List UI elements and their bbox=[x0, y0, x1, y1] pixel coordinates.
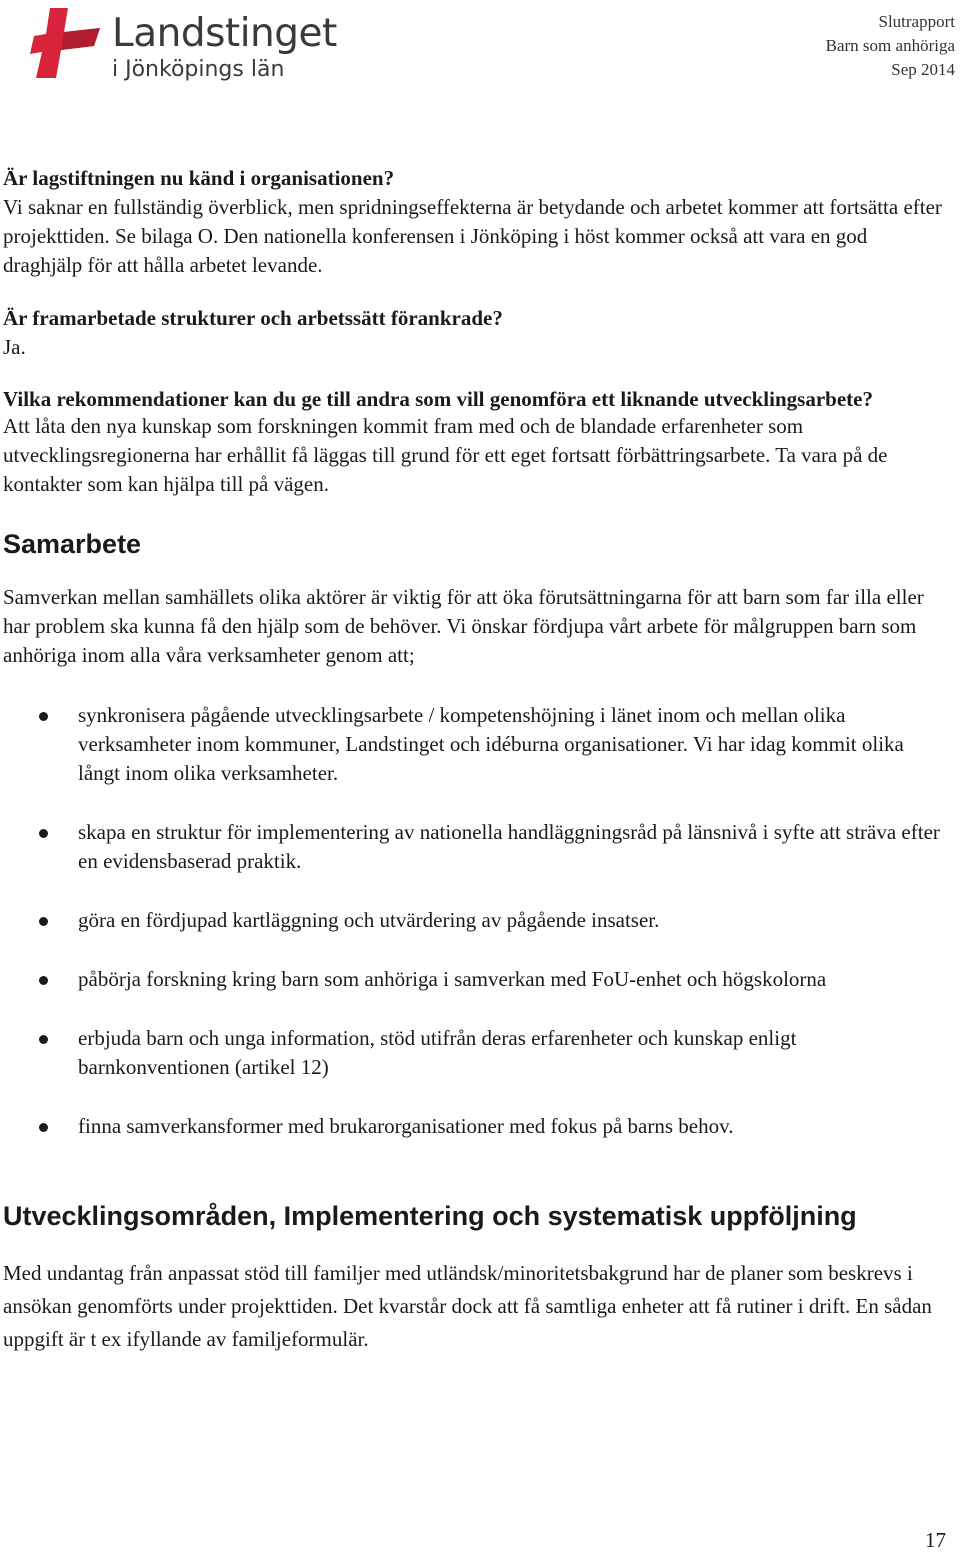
qa-item bbox=[3, 304, 948, 362]
qa-item bbox=[3, 386, 948, 499]
logo-cross-icon bbox=[28, 6, 108, 80]
header-project: Barn som anhöriga bbox=[825, 36, 955, 55]
qa-answer: Att låta den nya kunskap som forskningen kommit fram med och de blandade erfarenheter som utvecklingsregionerna har erhållit få läggas till grund för ett eget fortsatt förbättringsarbete. Ta vara på de kontakter som kan hjälpa till på vägen. bbox=[3, 414, 888, 496]
header-date: Sep 2014 bbox=[891, 60, 955, 79]
list-item: påbörja forskning kring barn som anhöriga i samverkan med FoU-enhet och högskolorna bbox=[3, 965, 948, 994]
bullet-icon bbox=[39, 829, 48, 838]
list-item: göra en fördjupad kartläggning och utvärdering av pågående insatser. bbox=[3, 906, 948, 935]
list-item: synkronisera pågående utvecklingsarbete / kompetenshöjning i länet inom och mellan olika verksamheter inom kommuner, Landstinget och idéburna organisationer. Vi har idag kommit olika långt inom olika verksamheter. bbox=[3, 701, 948, 788]
logo-subtitle: i Jönköpings län bbox=[112, 57, 285, 82]
landstinget-logo bbox=[28, 6, 348, 84]
list-item: finna samverkansformer med brukarorganisationer med fokus på barns behov. bbox=[3, 1112, 948, 1141]
bullet-icon bbox=[39, 1035, 48, 1044]
bullet-icon bbox=[39, 917, 48, 926]
bullet-icon bbox=[39, 1123, 48, 1132]
report-header bbox=[826, 10, 955, 82]
qa-question: Är lagstiftningen nu känd i organisationen? bbox=[3, 166, 395, 190]
section-heading-utveckling: Utvecklingsområden, Implementering och systematisk uppföljning bbox=[3, 1201, 857, 1231]
bullet-icon bbox=[39, 712, 48, 721]
page-number: 17 bbox=[925, 1528, 946, 1552]
bullet-icon bbox=[39, 976, 48, 985]
qa-answer: Ja. bbox=[3, 335, 26, 359]
section-heading-samarbete: Samarbete bbox=[3, 529, 142, 559]
logo-title: Landstinget bbox=[112, 11, 337, 56]
qa-item bbox=[3, 164, 948, 280]
qa-answer: Vi saknar en fullständig överblick, men spridningseffekterna är betydande och arbetet kommer att fortsätta efter projekttiden. Se bilaga O. Den nationella konferensen i Jönköping i höst kommer också att vara en god draghjälp för att hålla arbetet levande. bbox=[3, 195, 942, 277]
utveckling-text: Med undantag från anpassat stöd till familjer med utländsk/minoritetsbakgrund har de planer som beskrevs i ansökan genomförts under projekttiden. Det kvarstår dock att få samtliga enheter att få rutiner i drift. En sådan uppgift är t ex ifyllande av familjeformulär. bbox=[3, 1261, 932, 1351]
samarbete-list bbox=[3, 701, 948, 1141]
list-item: skapa en struktur för implementering av nationella handläggningsråd på länsnivå i syfte att sträva efter en evidensbaserad praktik. bbox=[3, 818, 948, 876]
list-item: erbjuda barn och unga information, stöd utifrån deras erfarenheter och kunskap enligt barnkonventionen (artikel 12) bbox=[3, 1024, 948, 1082]
qa-question: Vilka rekommendationer kan du ge till andra som vill genomföra ett liknande utvecklingsarbete? bbox=[3, 387, 873, 411]
samarbete-intro: Samverkan mellan samhällets olika aktörer är viktig för att öka förutsättningarna för att barn som far illa eller har problem ska kunna få den hjälp som de behöver. Vi önskar fördjupa vårt arbete för målgruppen barn som anhöriga inom alla våra verksamheter genom att; bbox=[3, 585, 924, 667]
header-report-type: Slutrapport bbox=[878, 12, 955, 31]
document-body bbox=[3, 164, 948, 1356]
qa-question: Är framarbetade strukturer och arbetssätt förankrade? bbox=[3, 306, 503, 330]
